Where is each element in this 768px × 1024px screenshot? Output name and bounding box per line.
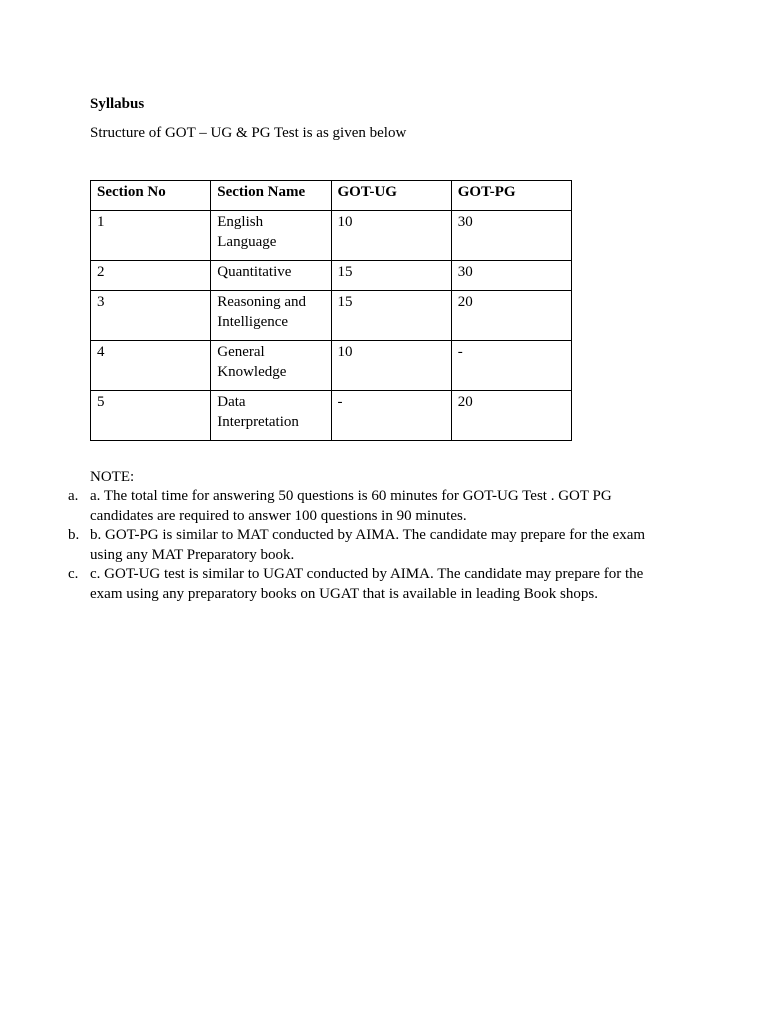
note-text: b. GOT-PG is similar to MAT conducted by AIMA. The candidate may prepare for the exam using any MAT Preparatory book.	[90, 527, 646, 563]
list-marker: b.	[68, 527, 80, 543]
cell-section-no: 1	[91, 211, 211, 261]
cell-section-no: 5	[91, 391, 211, 441]
notes-list	[68, 487, 668, 604]
cell-got-ug: 10	[331, 341, 451, 391]
cell-got-ug: 15	[331, 261, 451, 291]
syllabus-table	[90, 180, 572, 441]
cell-got-ug: 10	[331, 211, 451, 261]
list-marker: c.	[68, 566, 79, 582]
cell-section-name: General Knowledge	[211, 341, 331, 391]
list-item	[68, 565, 668, 604]
cell-got-ug: -	[331, 391, 451, 441]
list-item	[68, 487, 668, 526]
table-row	[91, 211, 572, 261]
cell-got-ug: 15	[331, 291, 451, 341]
cell-section-name: Data Interpretation	[211, 391, 331, 441]
list-item	[68, 526, 668, 565]
cell-section-no: 2	[91, 261, 211, 291]
note-text: c. GOT-UG test is similar to UGAT conducted by AIMA. The candidate may prepare for the exam using any preparatory books on UGAT that is available in leading Book shops.	[90, 566, 644, 602]
note-label: NOTE:	[90, 469, 135, 485]
cell-got-pg: -	[451, 341, 571, 391]
cell-got-pg: 20	[451, 391, 571, 441]
header-got-pg: GOT-PG	[451, 181, 571, 211]
header-got-ug: GOT-UG	[331, 181, 451, 211]
list-marker: a.	[68, 488, 79, 504]
cell-got-pg: 30	[451, 211, 571, 261]
intro-text: Structure of GOT – UG & PG Test is as given below	[90, 125, 407, 141]
header-section-no: Section No	[91, 181, 211, 211]
cell-got-pg: 30	[451, 261, 571, 291]
cell-got-pg: 20	[451, 291, 571, 341]
cell-section-name: Quantitative	[211, 261, 331, 291]
cell-section-name: English Language	[211, 211, 331, 261]
table-header-row	[91, 181, 572, 211]
table-row	[91, 341, 572, 391]
note-text: a. The total time for answering 50 questions is 60 minutes for GOT-UG Test . GOT PG candidates are required to answer 100 questions in 90 minutes.	[90, 488, 612, 524]
cell-section-no: 3	[91, 291, 211, 341]
table-row	[91, 291, 572, 341]
header-section-name: Section Name	[211, 181, 331, 211]
cell-section-no: 4	[91, 341, 211, 391]
table-row	[91, 391, 572, 441]
cell-section-name: Reasoning and Intelligence	[211, 291, 331, 341]
page-heading: Syllabus	[90, 96, 145, 112]
table-row	[91, 261, 572, 291]
